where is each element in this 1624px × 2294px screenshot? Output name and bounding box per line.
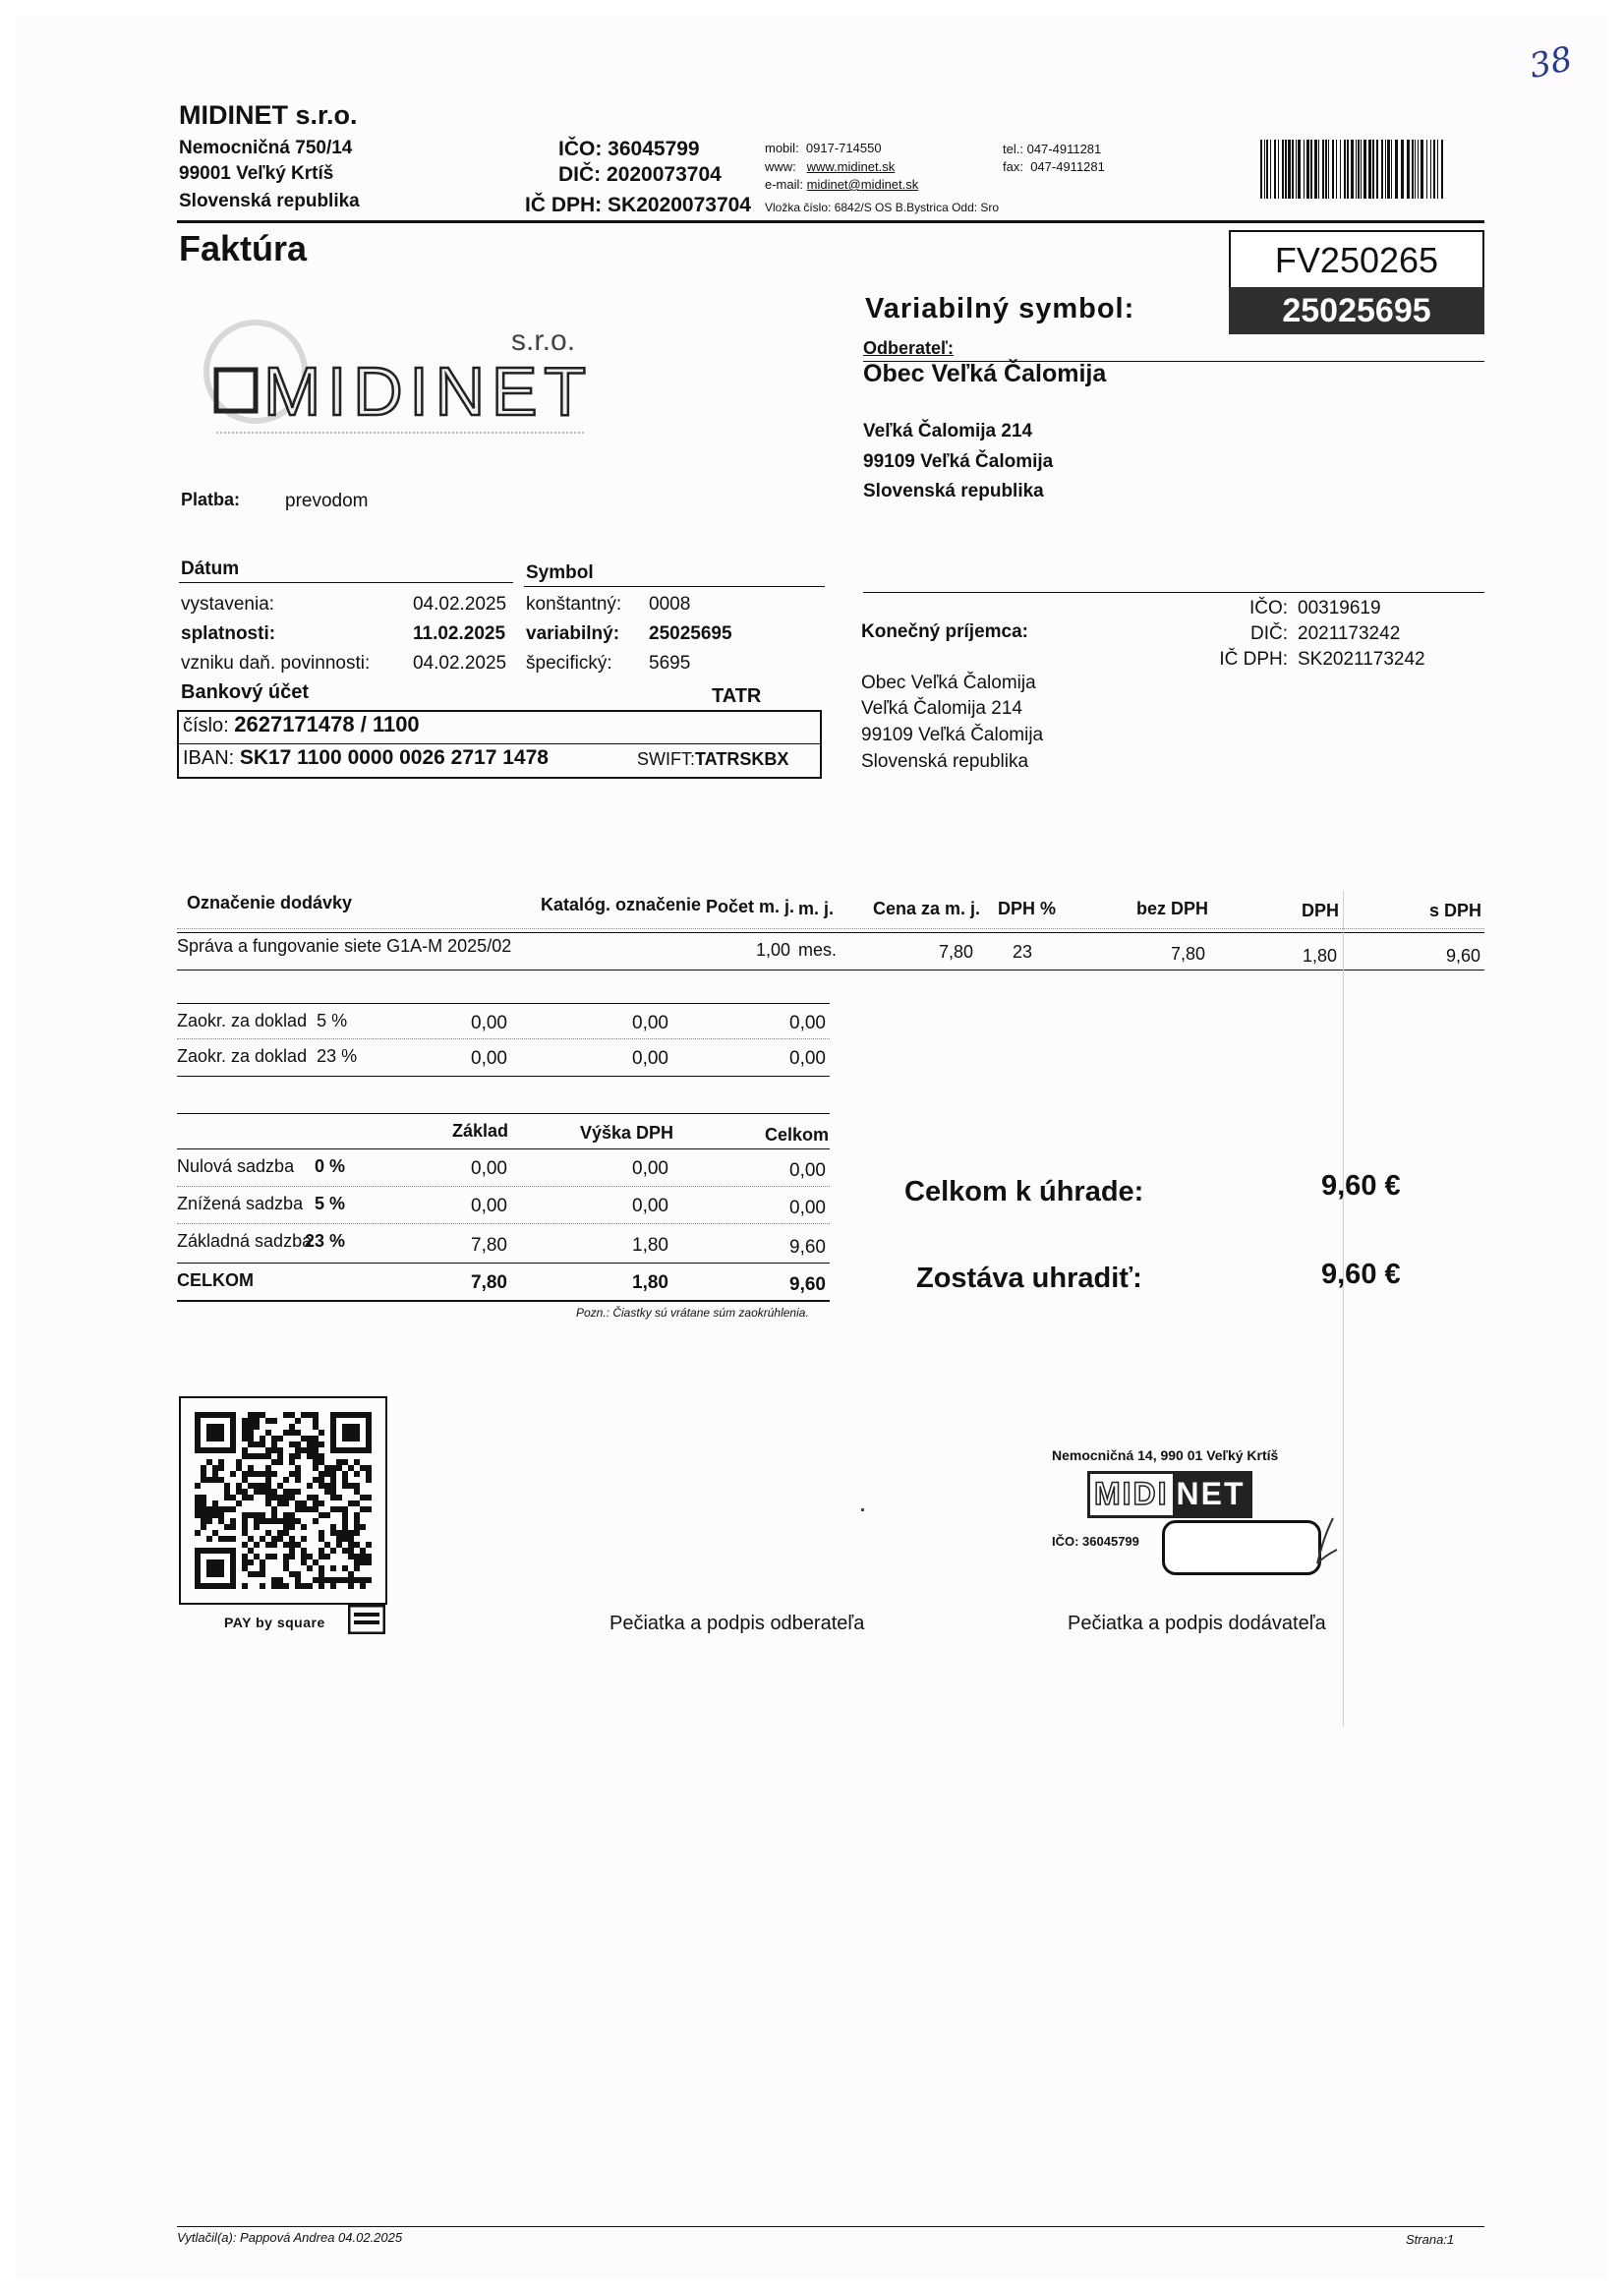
final-recipient-name: Obec Veľká Čalomija [861,673,1036,693]
rounding-label: Zaokr. za doklad 23 % [177,1046,358,1066]
vat-rate-total: 0,00 [789,1160,826,1181]
bank-number: číslo: 2627171478 / 1100 [183,712,420,736]
rounding-b: 0,00 [632,1048,668,1069]
to-pay-label: Celkom k úhrade: [904,1176,1144,1207]
scan-dot [861,1508,864,1511]
item-net: 7,80 [1170,944,1205,964]
final-recipient-street: Veľká Čalomija 214 [861,698,1022,719]
item-gross: 9,60 [1445,946,1480,966]
variable-symbol-value: 25025695 [1282,292,1431,329]
to-pay-value: 9,60 € [1321,1170,1401,1202]
symbol-spec-label: špecifický: [526,653,612,674]
rounding-c: 0,00 [789,1013,826,1033]
handwritten-mark: 38 [1526,38,1576,88]
vat-total-label: CELKOM [177,1270,254,1290]
vat-rate-vat: 1,80 [632,1235,668,1256]
signature-customer: Pečiatka a podpis odberateľa [609,1613,865,1634]
rounding-c: 0,00 [789,1048,826,1069]
symbol-var-label: variabilný: [526,623,620,644]
th-desc: Označenie dodávky [187,893,353,912]
payment-value: prevodom [285,491,369,511]
supplier-www[interactable]: www: www.midinet.sk [765,159,896,174]
signature-supplier: Pečiatka a podpis dodávateľa [1068,1613,1326,1634]
vat-total-vat: 1,80 [632,1272,668,1293]
remaining-label: Zostáva uhradiť: [916,1263,1142,1294]
supplier-ico: IČO: 36045799 [558,138,700,160]
customer-label: Odberateľ: [863,338,954,358]
remaining-value: 9,60 € [1321,1259,1401,1290]
signature-redaction [1162,1520,1321,1575]
vat-rate-base: 0,00 [471,1158,507,1179]
item-price: 7,80 [938,942,973,962]
dates-header: Dátum [181,559,240,579]
rounding-a: 0,00 [471,1048,507,1069]
item-desc: Správa a fungovanie siete G1A-M 2025/02 [177,936,512,956]
logo-text: MIDINET [263,353,588,430]
customer-street: Veľká Čalomija 214 [863,421,1033,441]
stamp-address: Nemocničná 14, 990 01 Veľký Krtíš [1052,1447,1279,1463]
vat-rate-total: 9,60 [789,1237,826,1258]
bank-code: TATR [712,685,762,707]
barcode [1260,140,1445,199]
vat-header-base: Základ [452,1121,509,1141]
rounding-label: Zaokr. za doklad 5 % [177,1011,348,1030]
th-vat-pct: DPH % [998,899,1057,918]
th-cat: Katalóg. označenie [541,895,702,914]
th-price: Cena za m. j. [873,899,981,918]
bank-iban: IBAN: SK17 1100 0000 0026 2717 1478 [183,746,549,769]
symbol-const: 0008 [649,594,691,615]
stamp-ico: IČO: 36045799 [1052,1534,1139,1549]
vat-rate-vat: 0,00 [632,1158,668,1179]
vat-rate-label: Znížená sadzba [177,1194,304,1213]
midinet-logo [187,313,600,442]
supplier-mobil: mobil: 0917-714550 [765,141,882,155]
vat-rate-total: 0,00 [789,1198,826,1218]
symbol-spec: 5695 [649,653,691,674]
supplier-vlozka: Vložka číslo: 6842/S OS B.Bystrica Odd: Sro [765,201,1000,214]
final-recipient-label: Konečný príjemca: [861,621,1028,642]
symbols-header: Symbol [526,562,594,583]
stamp-logo-midi: MIDI [1094,1476,1169,1511]
final-recipient-city: 99109 Veľká Čalomija [861,725,1044,745]
supplier-name: MIDINET s.r.o. [179,100,358,130]
logo-sro: s.r.o. [511,324,576,357]
item-unit: mes. [798,940,838,960]
supplier-city: 99001 Veľký Krtíš [179,163,334,184]
invoice-number-box [1229,230,1484,291]
invoice-number: FV250265 [1274,240,1439,280]
supplier-country: Slovenská republika [179,191,360,211]
vat-header-vat: Výška DPH [580,1123,674,1143]
rounding-b: 0,00 [632,1013,668,1033]
stamp-logo [1087,1471,1252,1518]
customer-country: Slovenská republika [863,481,1044,501]
th-unit: m. j. [798,899,835,918]
qr-caption: PAY by square [224,1615,325,1630]
symbol-const-label: konštantný: [526,594,622,615]
footer-page: Strana:1 [1406,2232,1455,2247]
date-issued: 04.02.2025 [413,594,507,615]
th-net: bez DPH [1136,899,1209,918]
variable-symbol-label: Variabilný symbol: [865,293,1135,324]
item-vat-pct: 23 [1013,942,1033,962]
vat-rate-label: Základná sadzba [177,1231,313,1251]
handwritten-signature [1307,1514,1351,1573]
vat-rate-base: 0,00 [471,1196,507,1216]
supplier-dic: DIČ: 2020073704 [558,163,722,186]
supplier-fax: fax: 047-4911281 [1003,159,1105,174]
final-recipient-country: Slovenská republika [861,751,1029,772]
th-qty: Počet m. j. [706,897,795,916]
customer-city: 99109 Veľká Čalomija [863,451,1054,472]
vat-total-base: 7,80 [471,1272,507,1293]
final-recipient-icdph: SK2021173242 [1298,649,1425,670]
th-vat: DPH [1302,901,1340,920]
vat-rate-pct: 23 % [305,1231,346,1251]
stamp-logo-net: NET [1173,1474,1249,1515]
customer-name: Obec Veľká Čalomija [863,360,1107,387]
footer-printed-by: Vytlačil(a): Pappová Andrea 04.02.2025 [177,2230,403,2245]
doc-title: Faktúra [179,228,308,268]
date-issued-label: vystavenia: [181,594,275,615]
date-due-label: splatnosti: [181,623,276,644]
bank-swift: SWIFT:TATRSKBX [637,749,789,769]
item-qty: 1,00 [755,940,790,960]
vat-rate-base: 7,80 [471,1235,507,1256]
final-recipient-ico-label: IČO: [1248,598,1288,618]
vat-rate-pct: 5 % [315,1194,346,1213]
vat-rate-pct: 0 % [315,1156,346,1176]
vat-header-total: Celkom [765,1125,830,1145]
supplier-icdph: IČ DPH: SK2020073704 [525,194,751,216]
vat-note: Pozn.: Čiastky sú vrátane súm zaokrúhlenia. [576,1306,809,1320]
final-recipient-dic-label: DIČ: [1250,623,1288,644]
vat-rate-label: Nulová sadzba [177,1156,295,1176]
item-vat: 1,80 [1302,946,1337,966]
date-tax: 04.02.2025 [413,653,507,674]
header-rule [177,220,1484,223]
date-tax-label: vzniku daň. povinnosti: [181,653,371,674]
vat-rate-vat: 0,00 [632,1196,668,1216]
bank-label: Bankový účet [181,681,310,703]
qr-code [195,1412,372,1589]
vat-total-total: 9,60 [789,1274,826,1295]
variable-symbol-box [1229,287,1484,334]
final-recipient-icdph-label: IČ DPH: [1219,649,1288,670]
supplier-street: Nemocničná 750/14 [179,138,353,158]
supplier-tel: tel.: 047-4911281 [1003,142,1102,156]
date-due: 11.02.2025 [413,623,506,644]
card-icon [348,1605,385,1634]
supplier-email[interactable]: e-mail: midinet@midinet.sk [765,177,919,192]
payment-label: Platba: [181,490,241,509]
symbol-var: 25025695 [649,623,732,644]
rounding-a: 0,00 [471,1013,507,1033]
final-recipient-ico: 00319619 [1298,598,1381,618]
th-gross: s DPH [1429,901,1482,920]
final-recipient-dic: 2021173242 [1298,623,1401,644]
